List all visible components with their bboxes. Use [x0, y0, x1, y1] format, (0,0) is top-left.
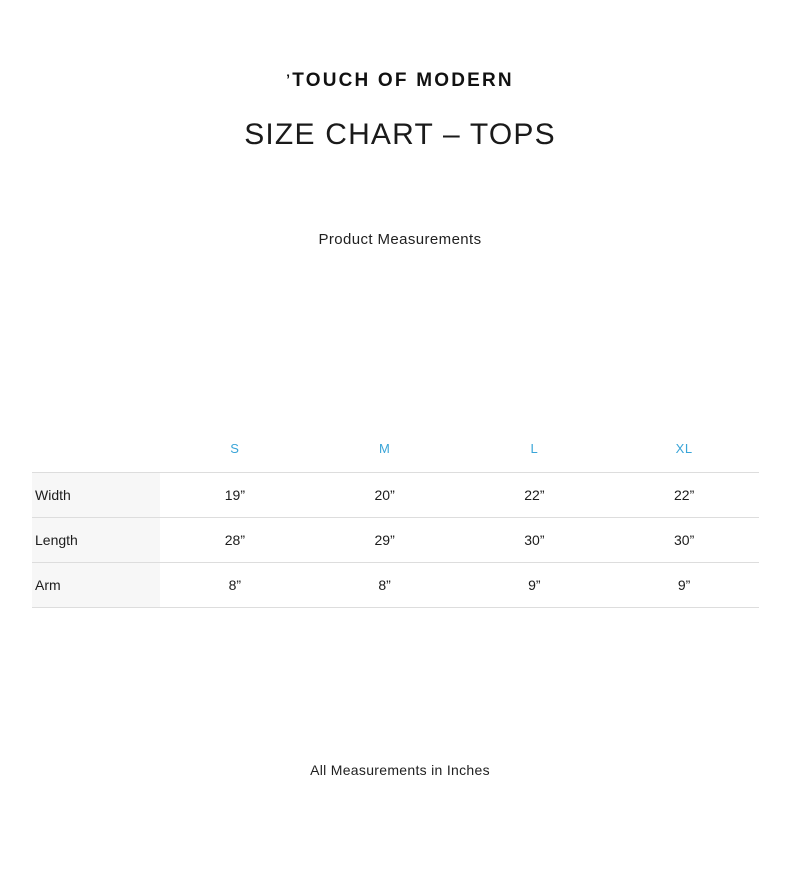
cell-width-m: 20”	[310, 473, 460, 518]
size-table-container	[32, 435, 759, 608]
cell-arm-l: 9”	[460, 563, 610, 608]
table-row	[32, 563, 759, 608]
measurement-units-note: All Measurements in Inches	[310, 762, 490, 778]
column-header-m: M	[310, 435, 460, 473]
table-row	[32, 518, 759, 563]
row-label-length: Length	[32, 518, 160, 563]
column-header-xl: XL	[609, 435, 759, 473]
table-row	[32, 473, 759, 518]
cell-arm-m: 8”	[310, 563, 460, 608]
cell-width-s: 19”	[160, 473, 310, 518]
brand-name: TOUCH OF MODERN	[292, 70, 514, 91]
cell-arm-xl: 9”	[609, 563, 759, 608]
cell-width-l: 22”	[460, 473, 610, 518]
brand-title	[0, 70, 800, 92]
cell-length-s: 28”	[160, 518, 310, 563]
row-label-arm: Arm	[32, 563, 160, 608]
page-title: SIZE CHART – TOPS	[244, 118, 556, 151]
cell-width-xl: 22”	[609, 473, 759, 518]
size-table	[32, 435, 759, 608]
table-header-row	[32, 435, 759, 473]
row-label-width: Width	[32, 473, 160, 518]
section-subtitle: Product Measurements	[318, 231, 482, 248]
column-header-s: S	[160, 435, 310, 473]
cell-length-l: 30”	[460, 518, 610, 563]
column-header-l: L	[460, 435, 610, 473]
cell-arm-s: 8”	[160, 563, 310, 608]
cell-length-xl: 30”	[609, 518, 759, 563]
cell-length-m: 29”	[310, 518, 460, 563]
size-table-body	[32, 473, 759, 608]
size-chart-page	[0, 70, 800, 870]
column-header-measurement	[32, 435, 160, 473]
brand-apostrophe: ’	[286, 71, 293, 87]
size-table-header	[32, 435, 759, 473]
